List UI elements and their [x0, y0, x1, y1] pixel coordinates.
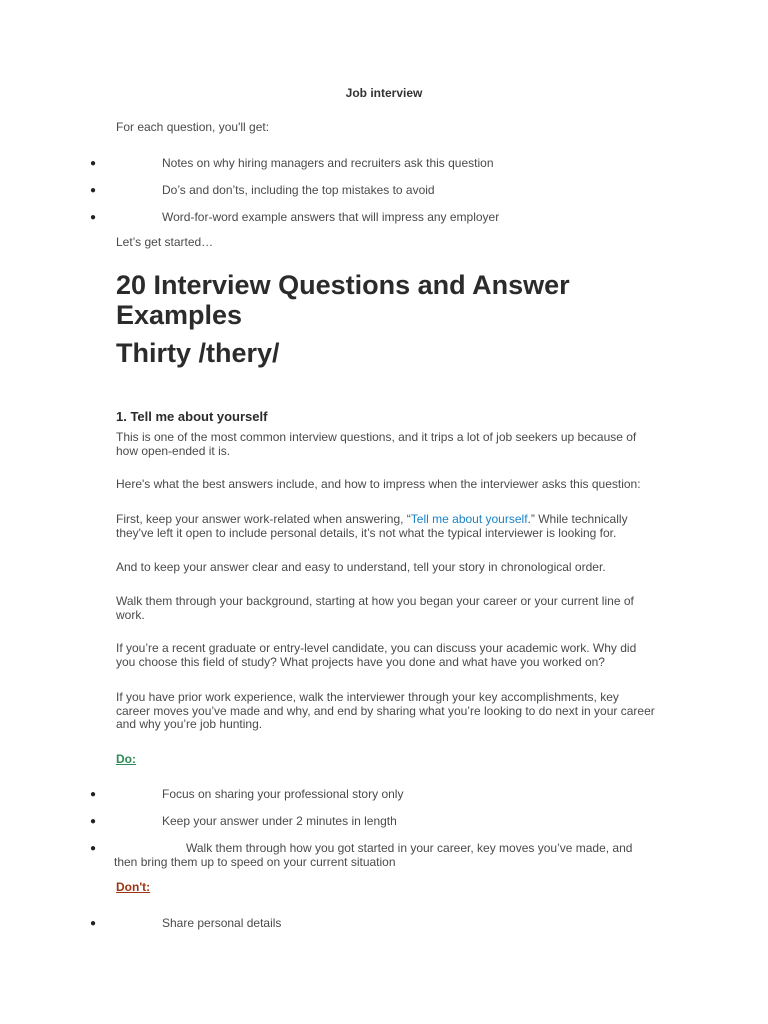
paragraph: Here's what the best answers include, and how to impress when the interviewer asks this question: — [116, 477, 641, 491]
bullet-icon: ● — [90, 816, 97, 827]
do-label: Do: — [116, 752, 136, 766]
dont-bullet-text: Share personal details — [162, 916, 282, 930]
dont-bullet — [90, 917, 656, 931]
intro-text: For each question, you'll get: — [116, 120, 270, 134]
sub-heading: Thirty /thery/ — [116, 338, 280, 368]
paragraph: If you’re a recent graduate or entry-level candidate, you can discuss your academic work. Why did you choose this field of study? What projects have you done and what have you worked on? — [116, 641, 637, 669]
paragraph-text: .” While technically they've left it open to include personal details, it’s not what the typical interviewer is looking for. — [116, 512, 628, 540]
intro-bullet — [90, 184, 656, 198]
document-title: Job interview — [345, 86, 423, 100]
paragraph-text: First, keep your answer work-related when answering, “ — [116, 512, 411, 526]
dont-label: Don't: — [116, 880, 151, 894]
paragraph: This is one of the most common interview questions, and it trips a lot of job seekers up because of how open-ended it is. — [116, 430, 637, 458]
intro-bullet-text: Word-for-word example answers that will impress any employer — [162, 210, 500, 224]
intro-bullet — [90, 157, 656, 171]
do-bullet — [90, 788, 656, 802]
tell-me-link[interactable]: Tell me about yourself — [410, 512, 528, 526]
bullet-icon: ● — [90, 843, 97, 854]
paragraph: If you have prior work experience, walk the interviewer through your key accomplishments, key career moves you’ve made and why, and end by sharing what you’re looking to do next in your career and why you’re job hunting. — [116, 690, 655, 731]
do-bullet — [90, 815, 656, 829]
do-bullet-text: Focus on sharing your professional story only — [162, 787, 404, 801]
bullet-icon: ● — [90, 918, 97, 929]
bullet-icon: ● — [90, 158, 97, 169]
intro-bullet — [90, 211, 656, 225]
intro-bullet-text: Notes on why hiring managers and recruiters ask this question — [162, 156, 494, 170]
bullet-icon: ● — [90, 185, 97, 196]
paragraph — [116, 513, 656, 540]
paragraph: And to keep your answer clear and easy to understand, tell your story in chronological order. — [116, 560, 606, 574]
main-heading: 20 Interview Questions and Answer Examples — [116, 270, 570, 330]
do-bullet — [90, 842, 656, 869]
paragraph: Walk them through your background, starting at how you began your career or your current line of work. — [116, 594, 634, 622]
section-heading: 1. Tell me about yourself — [116, 409, 268, 424]
bullet-icon: ● — [90, 789, 97, 800]
lets-get-started: Let’s get started… — [116, 235, 214, 249]
do-bullet-text: Keep your answer under 2 minutes in length — [162, 814, 397, 828]
do-bullet-text: Walk them through how you got started in your career, key moves you’ve made, and then bring them up to speed on your current situation — [114, 841, 633, 869]
intro-bullet-text: Do’s and don’ts, including the top mistakes to avoid — [162, 183, 435, 197]
bullet-icon: ● — [90, 212, 97, 223]
